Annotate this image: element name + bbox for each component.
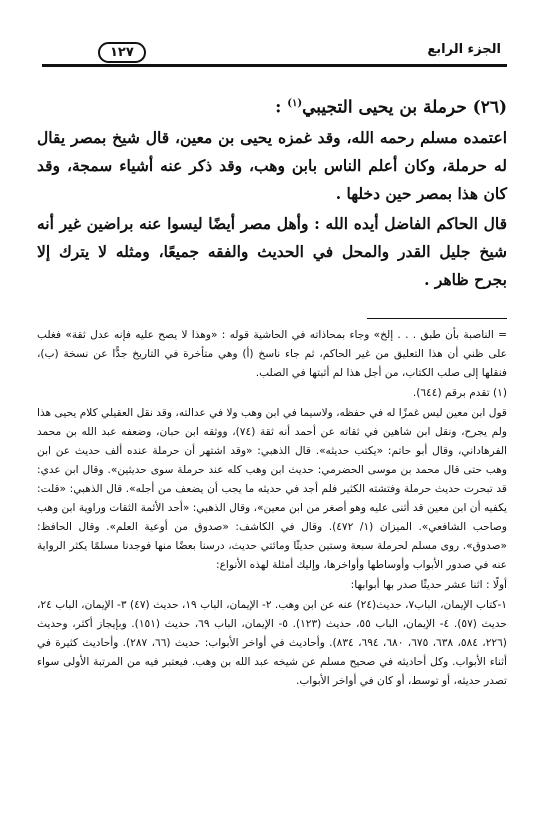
footnote-carryover: = الناصبة بأن طبق . . . إلخ» وجاء بمحاذاته في الحاشية قوله : «وهذا لا يصح عليه فإنه عدل ثقة» فغلب على ظني أن هذا التعليق من غير الحاكم، ثم جاء ناسخ (أ) وهي متأخرة في التاريخ جدًّا عن نسخة (ب)، فنقلها إلى صلب الكتاب، من أجل هذا لم أثبتها في الصلب.: [37, 329, 507, 379]
paragraph-1: اعتمده مسلم رحمه الله، وقد غمزه يحيى بن معين، قال شيخ بمصر يقال له حرملة، وكان أعلم الناس بابن وهب، وقد ذكر عنه أشياء سمجة، وقد كان هذا بمصر حين دخلها .: [37, 127, 507, 203]
page-number: ١٢٧: [98, 42, 146, 63]
running-title: الجزء الرابع: [427, 42, 501, 57]
entry-heading-colon: :: [275, 97, 288, 118]
main-text: [37, 90, 507, 296]
footnote-list-body: ١-كتاب الإيمان، الباب٧، حديث(٢٤) عنه عن ابن وهب. ٢- الإيمان، الباب ١٩، حديث (٤٧) ٣- الإيمان، الباب ٢٤، حديث (٥٧). ٤- الإيمان، الباب ٥٥، حديث (١٢٣). ٥- الإيمان، الباب ٦٩، حديث (١٥١). وبإيجاز أكثر، وحديث (٢٢٦، ٥٨٤، ٦٣٨، ٦٧٥، ٦٨٠، ٦٩٤، ٨٣٤). وأحاديث في أواخر الأبواب: حديث (٦٦، ٢٨٧). وأحاديث كثيرة في أثناء الأبواب. وكل أحاديثه في صحيح مسلم عن شيخه عبد الله بن وهب. فيعتبر فيه من المرتبة الأولى سواء تصدر حديثه، أو توسط، أو كان في أواخر الأبواب.: [37, 599, 507, 687]
header-rule: [42, 64, 507, 67]
entry-heading: [37, 90, 507, 122]
footnote-1-intro: (١) تقدم برقم (٦٤٤).: [412, 387, 507, 399]
footnote-separator: [367, 318, 507, 319]
page-header: [42, 38, 507, 72]
paragraph-2: قال الحاكم الفاضل أيده الله : وأهل مصر أيضًا ليسوا عنه براضين غير أنه شيخ جليل القدر والمحل في الحديث والفقه جميعًا، ومثله لا يترك إلا بجرح ظاهر .: [37, 213, 507, 289]
footnotes: [37, 326, 507, 692]
footnote-1-body: قول ابن معين ليس غمزًا له في حفظه، ولاسيما في ابن وهب ولا في عدالته، وقد نقل العقيلي كلام يحيى هذا ولم يجرح، ونقل ابن شاهين في ثقاته عن أحمد أنه ثقة (٧٤)، ووثقه ابن حبان، وضعفه عبد الله بن محمد الفرهاداني، وقال أبو حاتم: «يكتب حديثه». قال الذهبي: «وقد اشتهر أن حرملة عنده ألف حديث عن ابن وهب حتى قال محمد بن موسى الحضرمي: حديث ابن وهب كله عند حرملة سوى حديثين». وقال ابن عدي: قد تبحرت حديث حرملة وفتشته الكثير فلم أجد في حديثه ما يجب أن يضعف من أجله». قال الذهبي: «قلت: يكفيه أن ابن معين قد أثنى عليه وهو أصغر من ابن معين»، وقال الذهبي: «أحد الأئمة الثقات وراوية ابن وهب وصاحب الشافعي». الميزان (١/ ٤٧٢). وقال في الكاشف: «صدوق من أوعية العلم». وقال الحافظ: «صدوق». روى مسلم لحرملة سبعة وستين حديثًا ومائتي حديث، درسنا بعضًا منها فوجدنا مسلمًا يكثر الرواية عنه في صدور الأبواب وأوساطها وأواخرها، وإليك أمثلة لهذه الأنواع:: [37, 407, 507, 571]
footnote-list-title: أولًا : اثنا عشر حديثًا صدر بها أبوابها:: [350, 579, 507, 591]
footnote-reference[interactable]: (١): [287, 98, 303, 109]
entry-heading-text: (٢٦) حرملة بن يحيى التجيبي: [302, 97, 507, 118]
